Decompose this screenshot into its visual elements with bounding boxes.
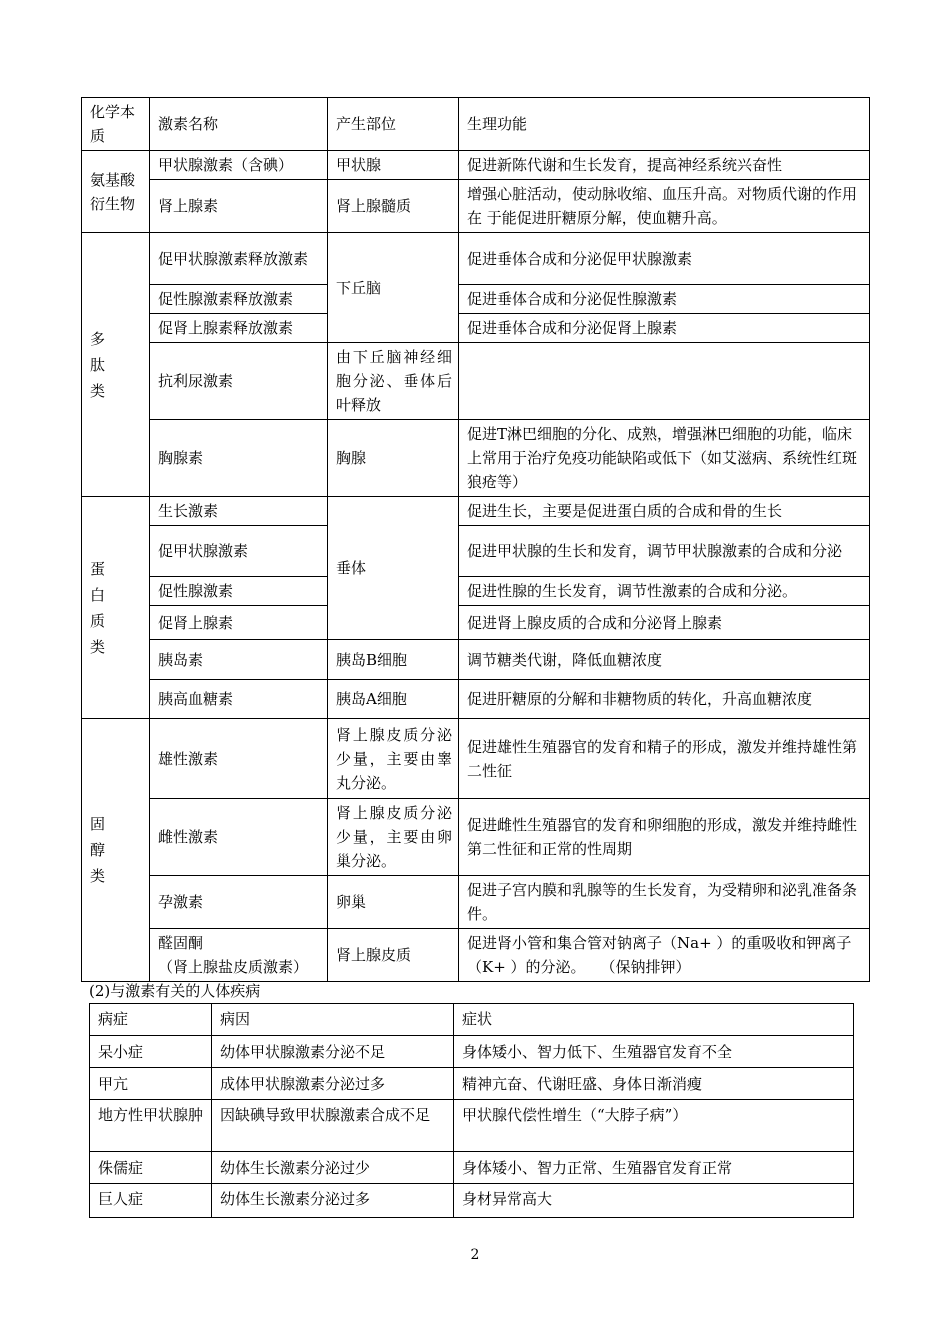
- hormone-function: 促进T淋巴细胞的分化、成熟，增强淋巴细胞的功能，临床上常用于治疗免疫功能缺陷或低下（如艾滋病、系统性红斑狼疮等）: [459, 420, 870, 497]
- header-symptom: 症状: [454, 1004, 854, 1036]
- hormone-function: [459, 343, 870, 420]
- table-row: [82, 606, 870, 640]
- table-row: [90, 1100, 854, 1152]
- hormone-site: 下丘脑: [328, 233, 459, 343]
- table-row: [82, 420, 870, 497]
- header-disease: 病症: [90, 1004, 212, 1036]
- hormone-site: 卵巢: [328, 876, 459, 929]
- disease-symptom: 身材异常高大: [454, 1184, 854, 1218]
- disease-name: 巨人症: [90, 1184, 212, 1218]
- hormone-site: 肾上腺皮质分泌少量，主要由睾丸分泌。: [328, 719, 459, 799]
- disease-cause: 因缺碘导致甲状腺激素合成不足: [212, 1100, 454, 1152]
- hormone-function: 促进垂体合成和分泌促甲状腺激素: [459, 233, 870, 285]
- hormone-name: 促肾上腺素释放激素: [150, 314, 328, 343]
- header-function: 生理功能: [459, 98, 870, 151]
- nature-cell: 多 肽 类: [82, 233, 150, 497]
- hormone-name: 甲状腺激素（含碘）: [150, 151, 328, 180]
- table-row: [82, 577, 870, 606]
- table-row: [82, 180, 870, 233]
- disease-table: [89, 1003, 854, 1218]
- hormone-function: 促进肝糖原的分解和非糖物质的转化，升高血糖浓度: [459, 680, 870, 719]
- header-site: 产生部位: [328, 98, 459, 151]
- hormone-function: 促进生长，主要是促进蛋白质的合成和骨的生长: [459, 497, 870, 526]
- table-row: [82, 799, 870, 876]
- hormone-function: 调节糖类代谢，降低血糖浓度: [459, 640, 870, 680]
- hormone-name: 促甲状腺激素: [150, 526, 328, 577]
- hormone-site: 胰岛B细胞: [328, 640, 459, 680]
- hormone-site: 甲状腺: [328, 151, 459, 180]
- disease-symptom: 身体矮小、智力正常、生殖器官发育正常: [454, 1152, 854, 1184]
- table-row: [82, 526, 870, 577]
- disease-symptom: 身体矮小、智力低下、生殖器官发育不全: [454, 1036, 854, 1068]
- hormone-function: 促进垂体合成和分泌促肾上腺素: [459, 314, 870, 343]
- table-row: [90, 1184, 854, 1218]
- table-row: [82, 680, 870, 719]
- table-row: [82, 151, 870, 180]
- header-cause: 病因: [212, 1004, 454, 1036]
- table-row: [90, 1068, 854, 1100]
- hormone-function: 促进肾上腺皮质的合成和分泌肾上腺素: [459, 606, 870, 640]
- nature-cell: 氨基酸衍生物: [82, 151, 150, 233]
- table-row: [82, 497, 870, 526]
- hormone-site: 垂体: [328, 497, 459, 640]
- hormone-name: 抗利尿激素: [150, 343, 328, 420]
- disease-cause: 幼体生长激素分泌过少: [212, 1152, 454, 1184]
- hormone-site: 肾上腺髓质: [328, 180, 459, 233]
- hormone-function: 促进新陈代谢和生长发育，提高神经系统兴奋性: [459, 151, 870, 180]
- table-row: [90, 1152, 854, 1184]
- hormone-function: 促进性腺的生长发育，调节性激素的合成和分泌。: [459, 577, 870, 606]
- hormone-function: 增强心脏活动，使动脉收缩、血压升高。对物质代谢的作用在 于能促进肝糖原分解，使血糖升高。: [459, 180, 870, 233]
- table-header-row: [82, 98, 870, 151]
- table-row: [82, 285, 870, 314]
- header-nature: 化学本质: [82, 98, 150, 151]
- hormone-name: 促性腺激素: [150, 577, 328, 606]
- hormone-name-sub: （肾上腺盐皮质激素）: [158, 958, 309, 976]
- hormone-site: 胰岛A细胞: [328, 680, 459, 719]
- hormone-name: 孕激素: [150, 876, 328, 929]
- table-row: [82, 719, 870, 799]
- hormone-function: 促进雌性生殖器官的发育和卵细胞的形成，激发并维持雌性第二性征和正常的性周期: [459, 799, 870, 876]
- disease-name: 呆小症: [90, 1036, 212, 1068]
- hormone-function: 促进甲状腺的生长和发育，调节甲状腺激素的合成和分泌: [459, 526, 870, 577]
- hormone-function: 促进肾小管和集合管对钠离子（Na+ ）的重吸收和钾离子（K+ ）的分泌。 （保钠排钾）: [459, 929, 870, 982]
- table-row: [82, 314, 870, 343]
- hormone-table: [81, 97, 870, 982]
- hormone-name: 肾上腺素: [150, 180, 328, 233]
- hormone-name: 胰岛素: [150, 640, 328, 680]
- hormone-site: 胸腺: [328, 420, 459, 497]
- hormone-site: 肾上腺皮质分泌少量，主要由卵巢分泌。: [328, 799, 459, 876]
- disease-name: 甲亢: [90, 1068, 212, 1100]
- hormone-function: 促进雄性生殖器官的发育和精子的形成，激发并维持雄性第二性征: [459, 719, 870, 799]
- hormone-site: 由下丘脑神经细胞分泌、垂体后叶释放: [328, 343, 459, 420]
- hormone-site: 肾上腺皮质: [328, 929, 459, 982]
- table-row: [82, 876, 870, 929]
- nature-cell: 固 醇 类: [82, 719, 150, 982]
- hormone-function: 促进子宫内膜和乳腺等的生长发育，为受精卵和泌乳准备条件。: [459, 876, 870, 929]
- disease-symptom: 精神亢奋、代谢旺盛、身体日渐消瘦: [454, 1068, 854, 1100]
- hormone-name: 雄性激素: [150, 719, 328, 799]
- page-number: 2: [470, 1247, 480, 1263]
- hormone-name: 促甲状腺激素释放激素: [150, 233, 328, 285]
- hormone-name: 胸腺素: [150, 420, 328, 497]
- hormone-name: 促性腺激素释放激素: [150, 285, 328, 314]
- table-row: [82, 343, 870, 420]
- table-row: [82, 233, 870, 285]
- hormone-name: 生长激素: [150, 497, 328, 526]
- disease-name: 地方性甲状腺肿: [90, 1100, 212, 1152]
- table-row: [90, 1036, 854, 1068]
- disease-cause: 成体甲状腺激素分泌过多: [212, 1068, 454, 1100]
- hormone-name-cell: [150, 929, 328, 982]
- disease-cause: 幼体甲状腺激素分泌不足: [212, 1036, 454, 1068]
- section-title: (2)与激素有关的人体疾病: [89, 982, 261, 1000]
- disease-cause: 幼体生长激素分泌过多: [212, 1184, 454, 1218]
- table-header-row: [90, 1004, 854, 1036]
- table-row: [82, 640, 870, 680]
- header-name: 激素名称: [150, 98, 328, 151]
- hormone-name: 促肾上腺素: [150, 606, 328, 640]
- hormone-function: 促进垂体合成和分泌促性腺激素: [459, 285, 870, 314]
- disease-name: 侏儒症: [90, 1152, 212, 1184]
- nature-cell: 蛋 白 质 类: [82, 497, 150, 719]
- hormone-name: 醛固酮: [158, 934, 204, 952]
- table-row: [82, 929, 870, 982]
- disease-symptom: 甲状腺代偿性增生（“大脖子病”）: [454, 1100, 854, 1152]
- hormone-name: 雌性激素: [150, 799, 328, 876]
- hormone-name: 胰高血糖素: [150, 680, 328, 719]
